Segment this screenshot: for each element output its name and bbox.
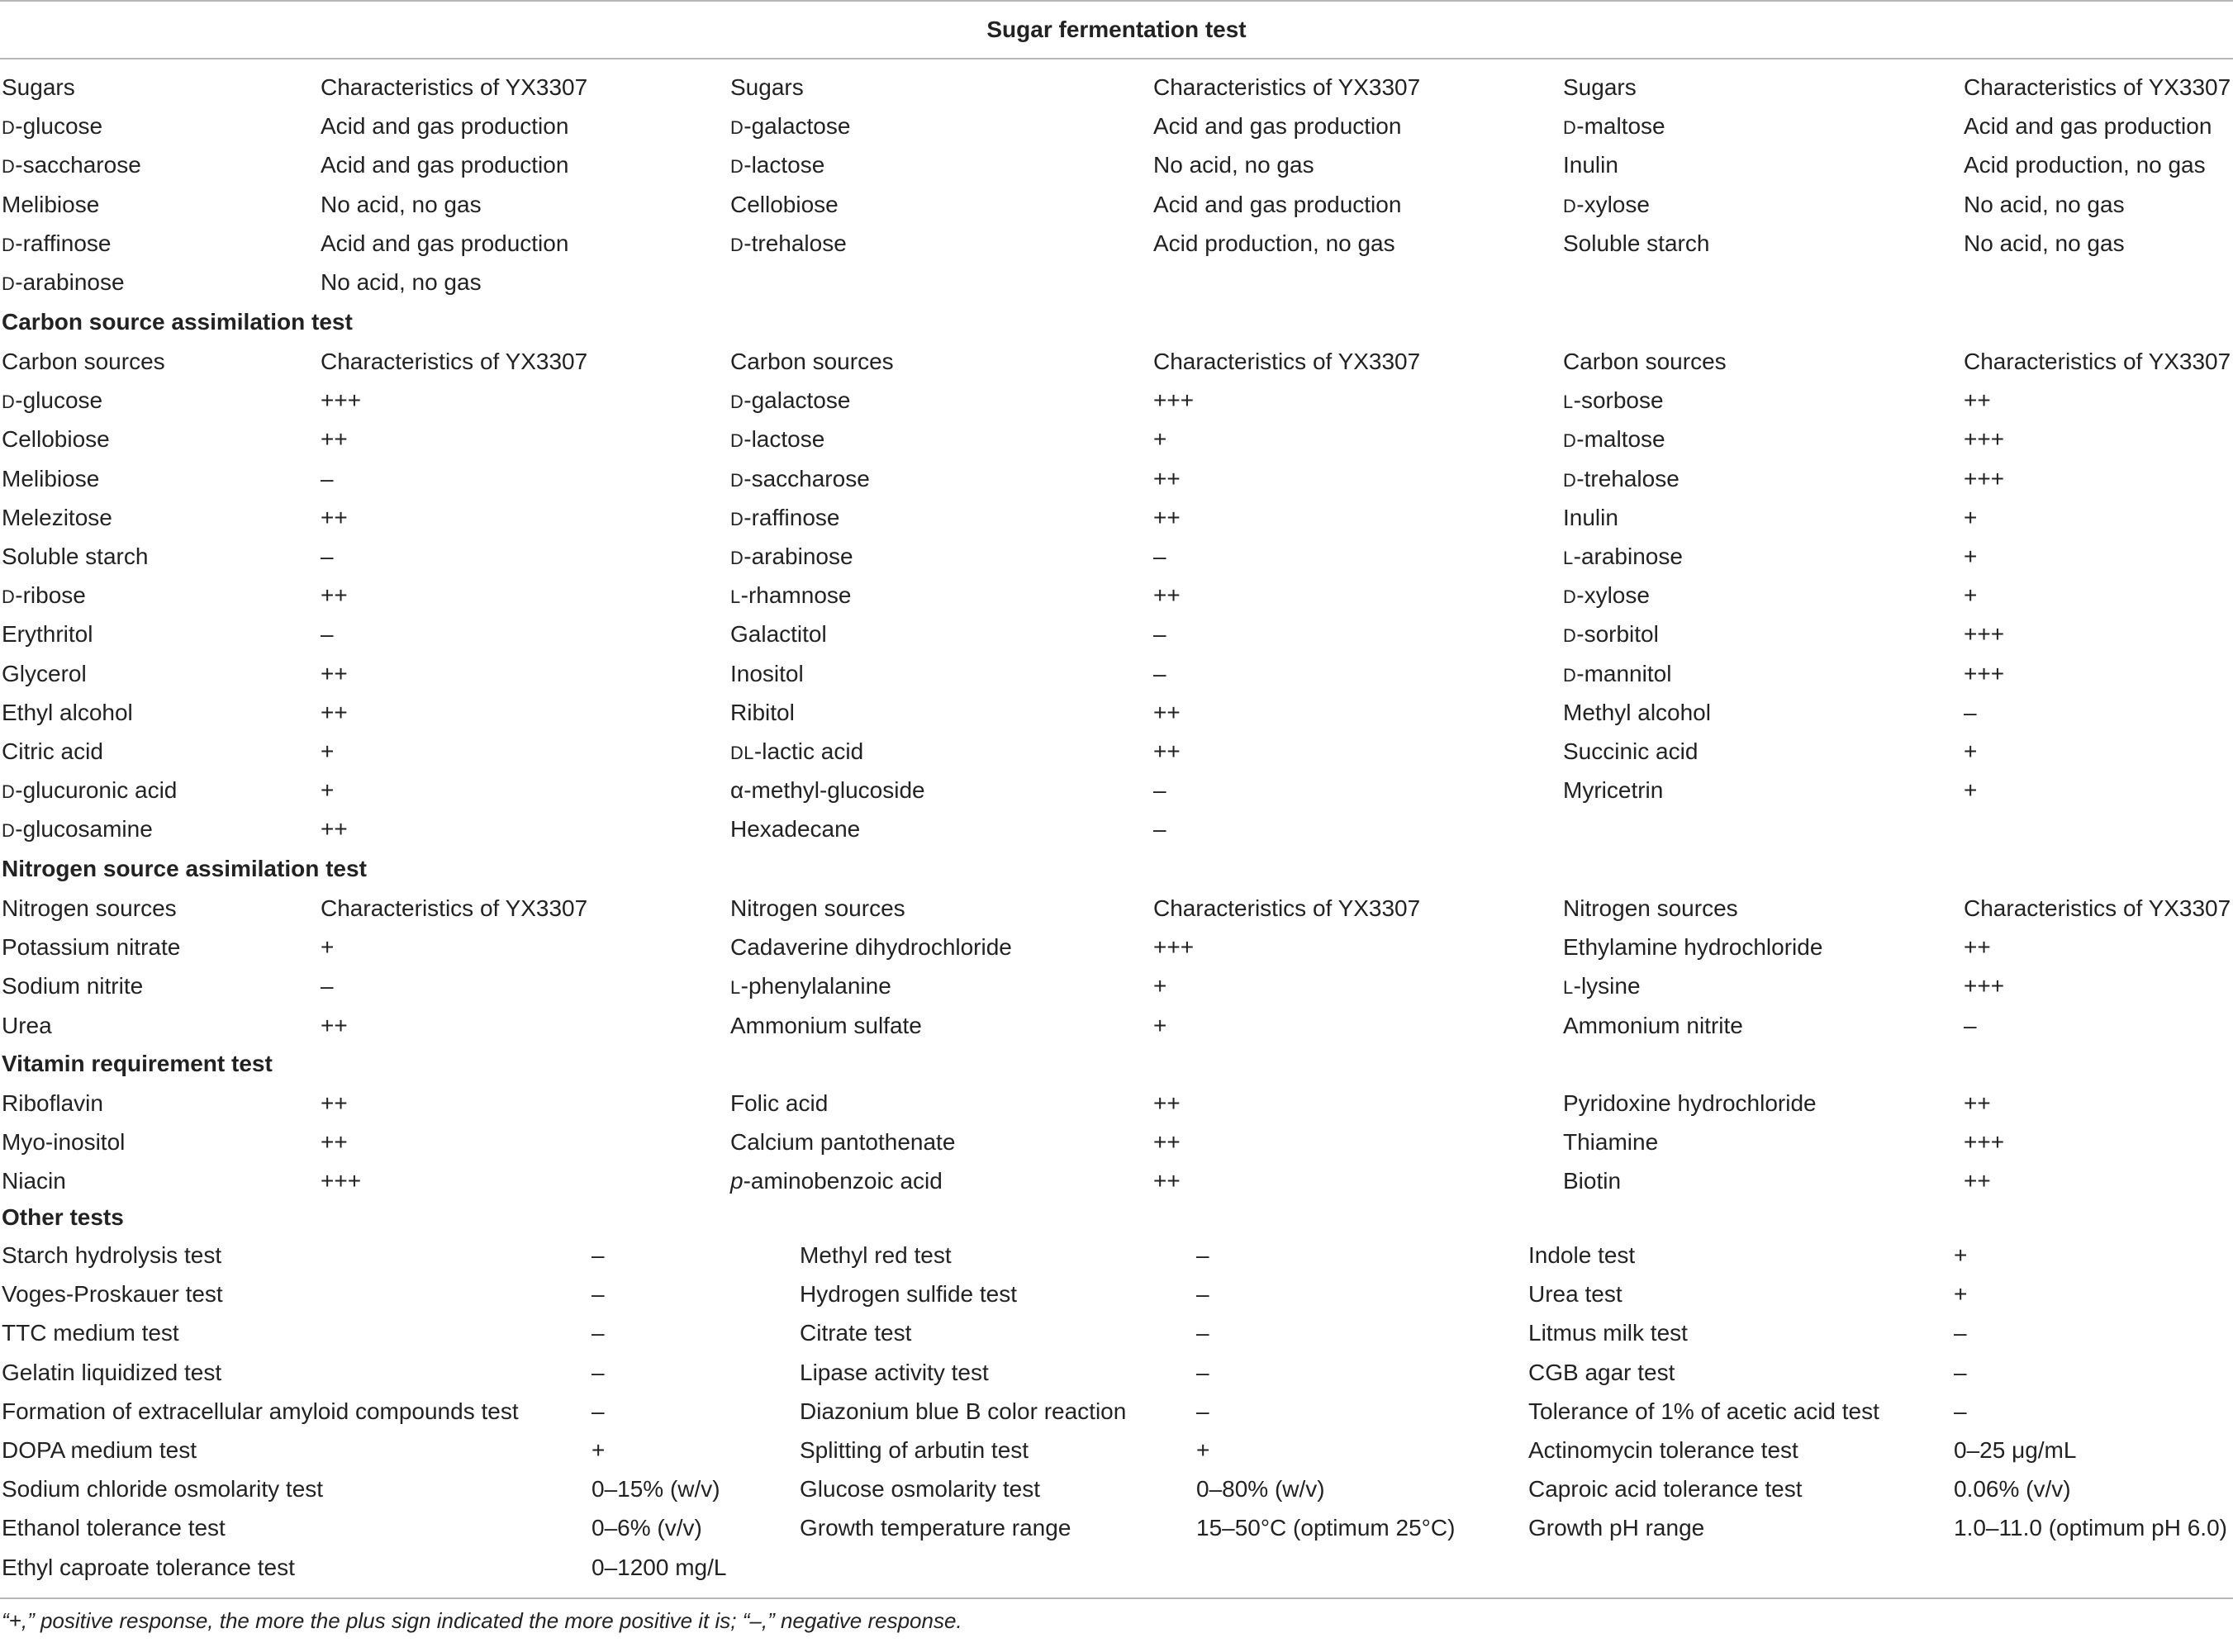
table-cell: + xyxy=(321,777,335,804)
table-cell: L-arabinose xyxy=(1563,544,1683,569)
table-cell: Tolerance of 1% of acetic acid test xyxy=(1528,1398,1879,1424)
table-cell: ++ xyxy=(321,1012,348,1038)
table-cell: – xyxy=(1153,544,1166,569)
stereo-prefix: L xyxy=(1563,392,1574,413)
table-cell: Urea test xyxy=(1528,1281,1622,1308)
table-cell: D-xylose xyxy=(1563,582,1650,609)
table-row xyxy=(0,498,2233,537)
table-cell: 0–25 μg/mL xyxy=(1954,1437,2077,1463)
table-cell: Methyl red test xyxy=(800,1242,952,1268)
table-cell: Hexadecane xyxy=(730,816,861,843)
table-cell: D-saccharose xyxy=(730,465,870,491)
table-cell: Acid and gas production xyxy=(1153,191,1402,217)
table-cell: Nitrogen sources xyxy=(2,895,177,921)
table-cell: + xyxy=(1964,544,1978,569)
table-cell: D-glucuronic acid xyxy=(2,777,178,804)
table-cell: + xyxy=(1153,1012,1167,1038)
section-heading: Vitamin requirement test xyxy=(2,1051,273,1076)
stereo-prefix: D xyxy=(1563,117,1577,139)
table-cell: + xyxy=(592,1437,606,1463)
table-cell: + xyxy=(1964,504,1978,530)
table-row xyxy=(0,1431,2233,1469)
table-cell: Myricetrin xyxy=(1563,777,1664,804)
table-cell: No acid, no gas xyxy=(321,269,482,295)
table-cell: – xyxy=(1196,1398,1209,1424)
table-cell: L-sorbose xyxy=(1563,387,1664,414)
table-cell: – xyxy=(321,621,334,648)
table-cell: 15–50°C (optimum 25°C) xyxy=(1196,1515,1456,1541)
table-cell: Characteristics of YX3307 xyxy=(1964,349,2231,374)
table-row xyxy=(0,1353,2233,1392)
stereo-prefix: D xyxy=(730,430,744,452)
table-cell: 0–1200 mg/L xyxy=(592,1554,727,1580)
table-cell: ++ xyxy=(321,582,348,609)
table-row xyxy=(0,537,2233,576)
table-cell: Characteristics of YX3307 xyxy=(1964,895,2231,921)
table-cell: +++ xyxy=(1964,973,2005,999)
stereo-prefix: L xyxy=(730,977,741,999)
table-cell: Sugars xyxy=(730,74,804,100)
table-cell: Calcium pantothenate xyxy=(730,1129,956,1156)
table-cell: Acid and gas production xyxy=(321,152,569,178)
table-cell: D-galactose xyxy=(730,113,851,140)
table-cell: Inulin xyxy=(1563,504,1618,530)
table-cell: + xyxy=(1964,738,1978,764)
table-cell: + xyxy=(321,738,335,764)
table-cell: 0–80% (w/v) xyxy=(1196,1476,1325,1502)
table-cell: + xyxy=(1954,1242,1968,1268)
table-cell: D-arabinose xyxy=(2,269,125,295)
table-cell: – xyxy=(1153,660,1166,686)
table-cell: CGB agar test xyxy=(1528,1359,1675,1385)
stereo-prefix: D xyxy=(2,234,16,255)
table-cell: Ammonium sulfate xyxy=(730,1012,922,1038)
stereo-prefix: D xyxy=(2,781,16,803)
stereo-prefix: D xyxy=(1563,625,1577,647)
section-heading: Nitrogen source assimilation test xyxy=(2,856,367,881)
table-cell: 1.0–11.0 (optimum pH 6.0) xyxy=(1954,1515,2227,1541)
table-row xyxy=(0,732,2233,771)
table-cell: Inulin xyxy=(1563,152,1618,178)
table-cell: Acid and gas production xyxy=(321,230,569,256)
table-cell: D-glucose xyxy=(2,113,103,140)
table-row xyxy=(0,1236,2233,1275)
table-cell: +++ xyxy=(1964,465,2005,491)
table-row xyxy=(0,1161,2233,1200)
table-cell: – xyxy=(592,1242,605,1268)
table-row xyxy=(0,771,2233,809)
stereo-prefix: D xyxy=(730,156,744,178)
table-cell: – xyxy=(592,1398,605,1424)
table-row xyxy=(0,342,2233,381)
table-cell: Characteristics of YX3307 xyxy=(321,74,588,100)
table-cell: Ethylamine hydrochloride xyxy=(1563,934,1823,961)
table-cell: Succinic acid xyxy=(1563,738,1699,764)
stereo-prefix: D xyxy=(730,508,744,529)
table-cell: +++ xyxy=(1964,426,2005,453)
table-cell: Glucose osmolarity test xyxy=(800,1476,1040,1502)
table-cell: D-glucosamine xyxy=(2,816,153,843)
table-cell: Sodium nitrite xyxy=(2,973,144,999)
table-row xyxy=(0,1006,2233,1045)
table-cell: – xyxy=(1954,1398,1967,1424)
table-cell: +++ xyxy=(321,1168,362,1194)
table-cell: + xyxy=(321,934,335,961)
stereo-prefix: D xyxy=(2,392,16,413)
table-cell: Erythritol xyxy=(2,621,93,648)
table-cell: Carbon sources xyxy=(2,349,165,374)
table-cell: D-maltose xyxy=(1563,426,1665,453)
table-row xyxy=(0,1275,2233,1313)
table-cell: – xyxy=(1196,1320,1209,1346)
table-cell: Myo-inositol xyxy=(2,1129,126,1156)
table-cell: Characteristics of YX3307 xyxy=(1153,74,1421,100)
table-cell: Acid and gas production xyxy=(321,113,569,140)
table-cell: Soluble starch xyxy=(1563,230,1710,256)
table-cell: Indole test xyxy=(1528,1242,1636,1268)
table-cell: Melezitose xyxy=(2,504,112,530)
table-cell: Splitting of arbutin test xyxy=(800,1437,1029,1463)
table-footnote: “+,” positive response, the more the plus sign indicated the more positive it is; “–,” negative response. xyxy=(2,1608,962,1633)
table-cell: Nitrogen sources xyxy=(1563,895,1738,921)
table-row xyxy=(0,1548,2233,1587)
table-cell: Ribitol xyxy=(730,699,795,725)
table-cell: D-trehalose xyxy=(730,230,847,256)
table-cell: D-sorbitol xyxy=(1563,621,1659,648)
table-cell: D-lactose xyxy=(730,152,825,178)
table-cell: Actinomycin tolerance test xyxy=(1528,1437,1798,1463)
table-cell: D-saccharose xyxy=(2,152,141,178)
table-row xyxy=(0,966,2233,1005)
table-cell: D-maltose xyxy=(1563,113,1665,140)
table-cell: Carbon sources xyxy=(1563,349,1727,374)
table-cell: Characteristics of YX3307 xyxy=(1153,895,1421,921)
table-row xyxy=(0,1313,2233,1352)
table-cell: Melibiose xyxy=(2,465,100,491)
table-cell: ++ xyxy=(321,1090,348,1116)
table-cell: Soluble starch xyxy=(2,544,149,569)
table-cell: D-ribose xyxy=(2,582,86,609)
table-cell: ++ xyxy=(321,1129,348,1156)
table-cell: – xyxy=(1196,1242,1209,1268)
table-cell: No acid, no gas xyxy=(1153,152,1314,178)
table-row xyxy=(0,381,2233,420)
table-cell: Growth temperature range xyxy=(800,1515,1071,1541)
table-cell: – xyxy=(1196,1359,1209,1385)
table-cell: Ethyl caproate tolerance test xyxy=(2,1554,295,1580)
table-row xyxy=(0,576,2233,615)
table-cell: Nitrogen sources xyxy=(730,895,905,921)
table-cell: Formation of extracellular amyloid compounds test xyxy=(2,1398,519,1424)
table-row xyxy=(0,693,2233,732)
table-cell: – xyxy=(321,544,334,569)
table-cell: Characteristics of YX3307 xyxy=(321,895,588,921)
table-cell: D-galactose xyxy=(730,387,851,414)
table-cell: D-raffinose xyxy=(730,504,840,530)
table-cell: L-lysine xyxy=(1563,973,1641,999)
stereo-prefix: D xyxy=(2,273,16,294)
table-cell: L-phenylalanine xyxy=(730,973,891,999)
table-cell: DL-lactic acid xyxy=(730,738,864,764)
stereo-prefix: D xyxy=(730,117,744,139)
table-cell: +++ xyxy=(321,387,362,414)
table-cell: Ammonium nitrite xyxy=(1563,1012,1743,1038)
table-cell: Glycerol xyxy=(2,660,87,686)
table-cell: Cadaverine dihydrochloride xyxy=(730,934,1012,961)
table-cell: ++ xyxy=(321,816,348,843)
table-cell: Caproic acid tolerance test xyxy=(1528,1476,1803,1502)
table-cell: ++ xyxy=(1153,1168,1181,1194)
table-cell: – xyxy=(1153,621,1166,648)
table-cell: 0–6% (v/v) xyxy=(592,1515,702,1541)
stereo-prefix: D xyxy=(2,820,16,842)
stereo-prefix: D xyxy=(730,392,744,413)
table-cell: + xyxy=(1153,426,1167,453)
table-cell: Lipase activity test xyxy=(800,1359,989,1385)
table-cell: D-glucose xyxy=(2,387,103,414)
stereo-prefix: L xyxy=(1563,548,1574,568)
section-heading: Carbon source assimilation test xyxy=(2,309,353,335)
stereo-prefix: D xyxy=(2,117,16,139)
table-cell: – xyxy=(1964,699,1977,725)
table-row xyxy=(0,107,2233,145)
table-cell: D-mannitol xyxy=(1563,660,1672,686)
table-cell: Carbon sources xyxy=(730,349,894,374)
table-cell: – xyxy=(592,1320,605,1346)
stereo-prefix: D xyxy=(730,469,744,491)
table-cell: Characteristics of YX3307 xyxy=(321,349,588,374)
table-cell: +++ xyxy=(1153,934,1195,961)
table-cell: Melibiose xyxy=(2,191,100,217)
table-title: Sugar fermentation test xyxy=(986,17,1247,42)
table-cell: + xyxy=(1153,973,1167,999)
title-rule xyxy=(0,58,2233,59)
table-cell: ++ xyxy=(1153,465,1181,491)
stereo-prefix: L xyxy=(730,586,741,608)
table-row xyxy=(0,809,2233,848)
table-cell: p-aminobenzoic acid xyxy=(730,1168,943,1194)
table-cell: Pyridoxine hydrochloride xyxy=(1563,1090,1817,1116)
stereo-prefix: D xyxy=(730,548,744,568)
table-cell: Thiamine xyxy=(1563,1129,1659,1156)
table-cell: +++ xyxy=(1964,660,2005,686)
table-cell: ++ xyxy=(1153,699,1181,725)
table-cell: Potassium nitrate xyxy=(2,934,181,961)
table-cell: D-lactose xyxy=(730,426,825,453)
table-cell: ++ xyxy=(321,660,348,686)
table-cell: ++ xyxy=(1153,1129,1181,1156)
table-cell: Galactitol xyxy=(730,621,827,648)
table-cell: 0.06% (v/v) xyxy=(1954,1476,2071,1502)
table-row xyxy=(0,145,2233,184)
table-row xyxy=(0,928,2233,966)
table-row xyxy=(0,1392,2233,1431)
table-row xyxy=(0,263,2233,301)
stereo-prefix: D xyxy=(1563,469,1577,491)
table-cell: No acid, no gas xyxy=(1964,230,2125,256)
table-cell: Cellobiose xyxy=(2,426,110,453)
table-cell: Litmus milk test xyxy=(1528,1320,1688,1346)
table-cell: ++ xyxy=(321,426,348,453)
top-rule xyxy=(0,0,2233,2)
table-cell: D-xylose xyxy=(1563,191,1650,217)
table-cell: – xyxy=(592,1359,605,1385)
table-cell: + xyxy=(1964,777,1978,804)
table-cell: Growth pH range xyxy=(1528,1515,1705,1541)
table-cell: Methyl alcohol xyxy=(1563,699,1711,725)
table-cell: – xyxy=(321,465,334,491)
stereo-prefix: L xyxy=(1563,977,1574,999)
table-cell: α-methyl-glucoside xyxy=(730,777,925,804)
table-row xyxy=(0,889,2233,928)
table-cell: TTC medium test xyxy=(2,1320,179,1346)
table-cell: D-trehalose xyxy=(1563,465,1680,491)
table-cell: ++ xyxy=(1153,1090,1181,1116)
table-cell: Voges-Proskauer test xyxy=(2,1281,223,1308)
table-cell: Riboflavin xyxy=(2,1090,103,1116)
table-cell: – xyxy=(592,1281,605,1308)
table-cell: ++ xyxy=(1964,387,1991,414)
table-cell: D-raffinose xyxy=(2,230,112,256)
table-cell: +++ xyxy=(1964,621,2005,648)
table-cell: Diazonium blue B color reaction xyxy=(800,1398,1127,1424)
table-cell: ++ xyxy=(1964,934,1991,961)
table-cell: +++ xyxy=(1964,1129,2005,1156)
table-cell: Sodium chloride osmolarity test xyxy=(2,1476,324,1502)
table-cell: Biotin xyxy=(1563,1168,1622,1194)
table-cell: Hydrogen sulfide test xyxy=(800,1281,1018,1308)
italic-prefix: p xyxy=(730,1168,744,1194)
stereo-prefix: D xyxy=(1563,664,1577,686)
table-cell: Acid production, no gas xyxy=(1964,152,2206,178)
table-cell: Niacin xyxy=(2,1168,66,1194)
table-row xyxy=(0,185,2233,224)
table-row xyxy=(0,654,2233,693)
table-row xyxy=(0,615,2233,653)
table-cell: Citrate test xyxy=(800,1320,912,1346)
table-row xyxy=(0,1469,2233,1508)
table-cell: No acid, no gas xyxy=(1964,191,2125,217)
table-cell: ++ xyxy=(1964,1090,1991,1116)
table-cell: Characteristics of YX3307 xyxy=(1153,349,1421,374)
section-heading: Other tests xyxy=(2,1204,124,1230)
table-row xyxy=(0,68,2233,107)
table-cell: No acid, no gas xyxy=(321,191,482,217)
table-cell: Acid and gas production xyxy=(1153,113,1402,140)
table-cell: L-rhamnose xyxy=(730,582,852,609)
table-cell: – xyxy=(1153,777,1166,804)
table-cell: Sugars xyxy=(2,74,75,100)
bottom-rule xyxy=(0,1597,2233,1599)
table-cell: ++ xyxy=(1153,582,1181,609)
table-cell: Ethanol tolerance test xyxy=(2,1515,226,1541)
stereo-prefix: D xyxy=(1563,430,1577,452)
table-cell: – xyxy=(1954,1320,1967,1346)
table-cell: – xyxy=(1153,816,1166,843)
table-cell: Folic acid xyxy=(730,1090,829,1116)
table-cell: ++ xyxy=(1964,1168,1991,1194)
table-cell: D-arabinose xyxy=(730,544,853,569)
table-row xyxy=(0,1123,2233,1161)
stereo-prefix: D xyxy=(1563,195,1577,216)
table-cell: – xyxy=(321,973,334,999)
table-row xyxy=(0,420,2233,458)
table-row xyxy=(0,224,2233,263)
stereo-prefix: D xyxy=(2,156,16,178)
table-cell: + xyxy=(1954,1281,1968,1308)
table-cell: ++ xyxy=(1153,738,1181,764)
table-cell: Sugars xyxy=(1563,74,1637,100)
table-cell: Urea xyxy=(2,1012,52,1038)
table-cell: Starch hydrolysis test xyxy=(2,1242,222,1268)
stereo-prefix: DL xyxy=(730,743,754,763)
table-cell: + xyxy=(1964,582,1978,609)
table-cell: Acid production, no gas xyxy=(1153,230,1395,256)
stereo-prefix: D xyxy=(1563,586,1577,608)
table-row xyxy=(0,459,2233,498)
table-cell: Gelatin liquidized test xyxy=(2,1359,222,1385)
table-cell: – xyxy=(1196,1281,1209,1308)
table-cell: Citric acid xyxy=(2,738,103,764)
table-cell: Cellobiose xyxy=(730,191,839,217)
table-cell: Acid and gas production xyxy=(1964,113,2212,140)
table-cell: +++ xyxy=(1153,387,1195,414)
table-cell: Ethyl alcohol xyxy=(2,699,133,725)
table-cell: 0–15% (w/v) xyxy=(592,1476,720,1502)
table-cell: ++ xyxy=(321,504,348,530)
stereo-prefix: D xyxy=(2,586,16,608)
table-cell: – xyxy=(1954,1359,1967,1385)
table-cell: Characteristics of YX3307 xyxy=(1964,74,2231,100)
table-row xyxy=(0,1508,2233,1547)
table-cell: DOPA medium test xyxy=(2,1437,197,1463)
table-cell: + xyxy=(1196,1437,1210,1463)
table-cell: ++ xyxy=(1153,504,1181,530)
table-cell: ++ xyxy=(321,699,348,725)
table-cell: – xyxy=(1964,1012,1977,1038)
table-cell: Inositol xyxy=(730,660,804,686)
table-row xyxy=(0,1084,2233,1123)
stereo-prefix: D xyxy=(730,234,744,255)
